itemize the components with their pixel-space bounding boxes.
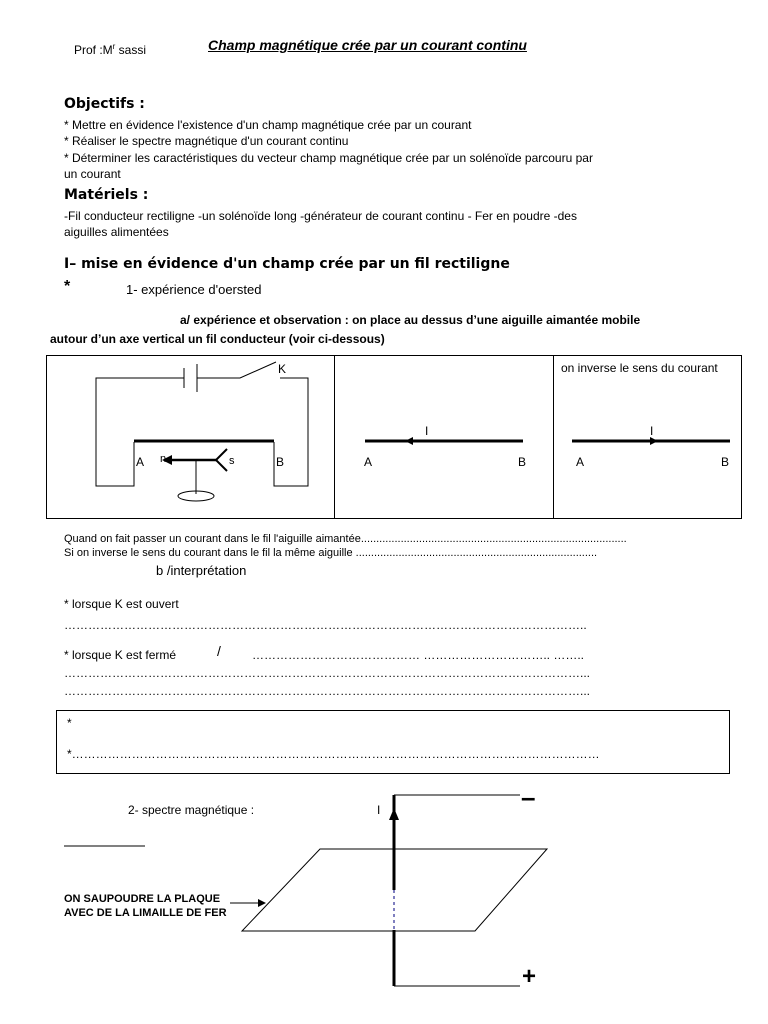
plaque-note-line-1: ON SAUPOUDRE LA PLAQUE	[64, 893, 221, 905]
experience-line-2: autour d’un axe vertical un fil conducteur (voir ci-dessous)	[50, 332, 385, 346]
objectif-item-2: * Réaliser le spectre magnétique d'un courant continu	[64, 134, 349, 148]
panel2-b-label: B	[518, 455, 527, 469]
needle-n-label: n	[160, 453, 167, 465]
panel1-a-label: A	[136, 455, 145, 469]
answer-box-star: *	[67, 716, 72, 730]
dots-k-closed: …………………………………… ………………………….. ……..	[252, 648, 585, 662]
minus-terminal: –	[521, 782, 536, 812]
slash-mark: /	[217, 643, 221, 659]
conductor-current-arrow	[389, 808, 399, 820]
spectre-heading: 2- spectre magnétique :	[128, 803, 255, 817]
oersted-subheading: 1- expérience d'oersted	[126, 282, 262, 297]
plus-terminal: +	[522, 963, 537, 990]
dots-line-3: …………………………………………………………………………………………………………………...	[64, 684, 591, 698]
objectif-item-4: un courant	[64, 167, 121, 181]
section-1-bullet: *	[64, 278, 71, 295]
spectre-i-label: I	[377, 803, 381, 817]
panel1-b-label: B	[276, 455, 285, 469]
panel2-i-label: I	[425, 424, 429, 438]
observation-line-1: Quand on fait passer un courant dans le fil l'aiguille aimantée.......................................................................................	[64, 533, 627, 545]
panel3-b-label: B	[721, 455, 730, 469]
answer-box-dots: *……………………………………………………………………………………………………………………	[67, 747, 600, 761]
dots-line-1: …………………………………………………………………………………………………………………..	[64, 618, 587, 632]
dots-line-2: …………………………………………………………………………………………………………………...	[64, 666, 591, 680]
answer-box	[56, 710, 730, 774]
interpretation-heading: b /interprétation	[156, 563, 247, 578]
panel3-a-label: A	[576, 455, 585, 469]
plaque-note-line-2: AVEC DE LA LIMAILLE DE FER	[64, 907, 227, 919]
switch-k-label: K	[278, 362, 287, 376]
author-name: sassi	[115, 43, 147, 57]
objectif-item-3: * Déterminer les caractéristiques du vecteur champ magnétique crée par un solénoïde parcouru par	[64, 151, 593, 165]
section-1-heading: I– mise en évidence d'un champ crée par un fil rectiligne	[64, 256, 510, 272]
panel2-a-label: A	[364, 455, 373, 469]
author-sup: r	[112, 42, 116, 51]
objectifs-heading: Objectifs :	[64, 96, 145, 112]
objectif-item-1: * Mettre en évidence l'existence d'un champ magnétique crée par un courant	[64, 118, 472, 132]
experience-line-1: a/ expérience et observation : on place au dessus d’une aiguille aimantée mobile	[180, 313, 641, 327]
materiels-line-2: aiguilles alimentées	[64, 225, 169, 239]
k-open-label: * lorsque K est ouvert	[64, 597, 179, 611]
inverse-text: on inverse le sens du courant	[561, 361, 718, 375]
materiels-line-1: -Fil conducteur rectiligne -un solénoïde long -générateur de courant continu - Fer en poudre -des	[64, 209, 577, 223]
needle-s-label: s	[229, 455, 235, 467]
observation-line-2: Si on inverse le sens du courant dans le fil la même aiguille ...............................................................................	[64, 547, 598, 559]
author-prefix: Prof :M	[74, 43, 113, 57]
plaque-pointer-arrowhead	[258, 899, 266, 907]
page-title: Champ magnétique crée par un courant continu	[208, 37, 527, 53]
panel3-i-label: I	[650, 424, 654, 438]
needle-tail	[216, 449, 227, 471]
panel2-current-arrow	[405, 437, 413, 445]
k-closed-label: * lorsque K est fermé	[64, 648, 177, 662]
materiels-heading: Matériels :	[64, 187, 149, 203]
